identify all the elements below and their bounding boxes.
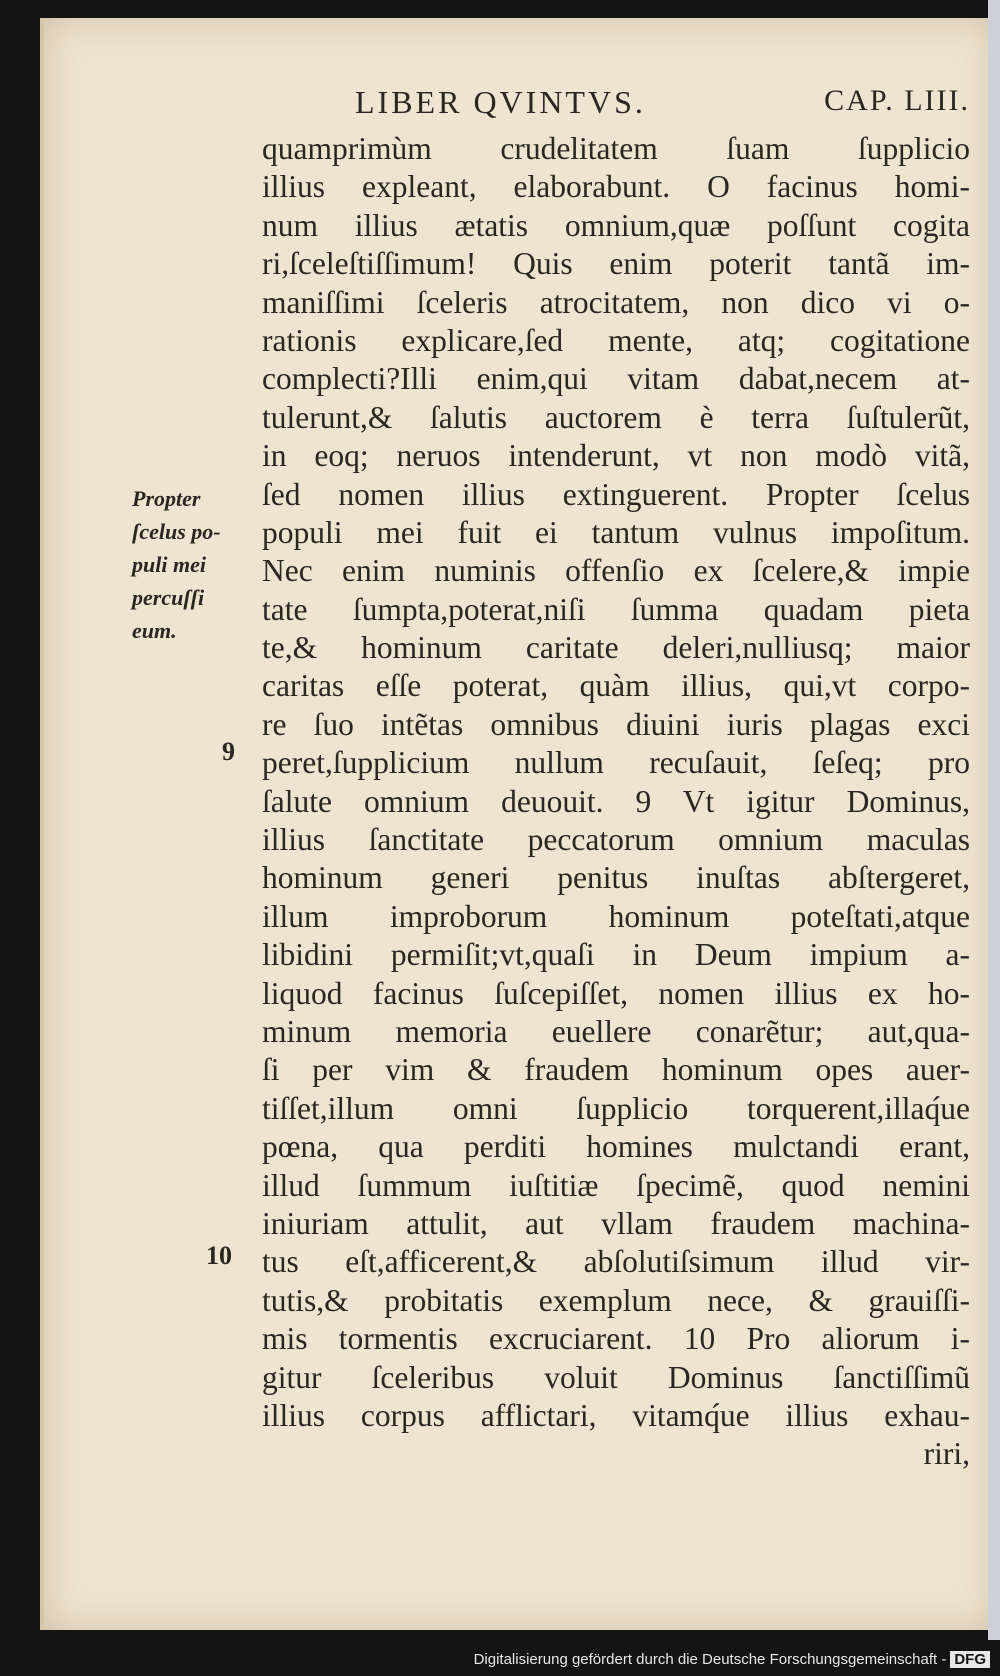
text-line: gitur ſceleribus voluit Dominus ſanctiſſimũ [262,1359,970,1395]
text-line: re ſuo intẽtas omnibus diuini iuris plagas exci [262,706,970,742]
text-line: tulerunt,& ſalutis auctorem è terra ſuſtulerũt, [262,399,970,435]
text-line: num illius ætatis omnium,quæ poſſunt cogita [262,207,970,243]
text-line: illius corpus afflictari, vitamq́ue illius exhau- [262,1397,970,1433]
verse-number-marker: 9 [222,737,235,766]
text-line: ſi per vim & fraudem hominum opes auer- [262,1052,970,1088]
text-line: rationis explicare,ſed mente, atq; cogitatione [262,322,970,358]
body-text [262,130,970,1474]
credit-text: Digitalisierung gefördert durch die Deutsche Forschungsgemeinschaft - [473,1651,947,1668]
text-line: liquod facinus ſuſcepiſſet, nomen illius ex ho- [262,975,970,1011]
text-line: hominum generi penitus inuſtas abſtergeret, [262,860,970,896]
margin-note-line: puli mei [132,552,206,577]
margin-note-line: Propter [132,486,201,511]
margin-note-line: ſcelus po- [132,519,221,544]
text-line: ſed nomen illius extinguerent. Propter ſcelus [262,476,970,512]
text-line: tus eſt,afficerent,& abſolutiſsimum illud vir- [262,1244,970,1280]
text-line: mis tormentis excruciarent. 10 Pro aliorum i- [262,1321,970,1357]
text-line: illius expleant, elaborabunt. O facinus homi- [262,169,970,205]
page-edge-right [988,0,1000,1640]
text-line: caritas eſſe poterat, quàm illius, qui,vt corpo- [262,668,970,704]
text-line: ſalute omnium deuouit. 9 Vt igitur Dominus, [262,783,970,819]
text-line: libidini permiſit;vt,quaſi in Deum impium a- [262,937,970,973]
text-line: tiſſet,illum omni ſupplicio torquerent,illaq́ue [262,1090,970,1126]
text-line: illius ſanctitate peccatorum omnium maculas [262,822,970,858]
text-line: quamprimùm crudelitatem ſuam ſupplicio [262,131,970,166]
text-line: ri,ſceleſtiſſimum! Quis enim poterit tantã im- [262,246,970,282]
text-line: illum improborum hominum poteſtati,atque [262,898,970,934]
text-line: minum memoria euellere conarẽtur; aut,qua- [262,1013,970,1049]
book-title: LIBER QVINTVS. [355,84,646,120]
chapter-number: CAP. LIII. [824,84,970,117]
text-line: iniuriam attulit, aut vllam fraudem machina- [262,1205,970,1241]
text-line: illud ſummum iuſtitiæ ſpecimẽ, quod nemini [262,1167,970,1203]
text-line: te,& hominum caritate deleri,nulliusq; maior [262,630,970,666]
text-line: complecti?Illi enim,qui vitam dabat,necem at- [262,361,970,397]
dfg-logo: DFG [950,1651,990,1668]
text-line: tate ſumpta,poterat,niſi ſumma quadam pieta [262,591,970,627]
catchword-line: riri, [923,1436,970,1472]
text-line: peret,ſupplicium nullum recuſauit, ſeſeq; pro [262,745,970,781]
text-line: Nec enim numinis offenſio ex ſcelere,& impie [262,553,970,589]
text-line: tutis,& probitatis exemplum nece, & grauiſſi- [262,1282,970,1318]
text-line: pœna, qua perditi homines mulctandi erant, [262,1129,970,1165]
text-line: in eoq; neruos intenderunt, vt non modò vitã, [262,438,970,474]
text-line: maniſſimi ſceleris atrocitatem, non dico vi o- [262,284,970,320]
running-head [355,84,970,124]
digitization-credit [474,1651,990,1668]
verse-number-marker: 10 [206,1241,232,1270]
margin-note-line: eum. [132,618,177,643]
margin-note [132,482,260,647]
text-line: populi mei fuit ei tantum vulnus impoſitum. [262,514,970,550]
margin-note-line: percuſſi [132,585,205,610]
